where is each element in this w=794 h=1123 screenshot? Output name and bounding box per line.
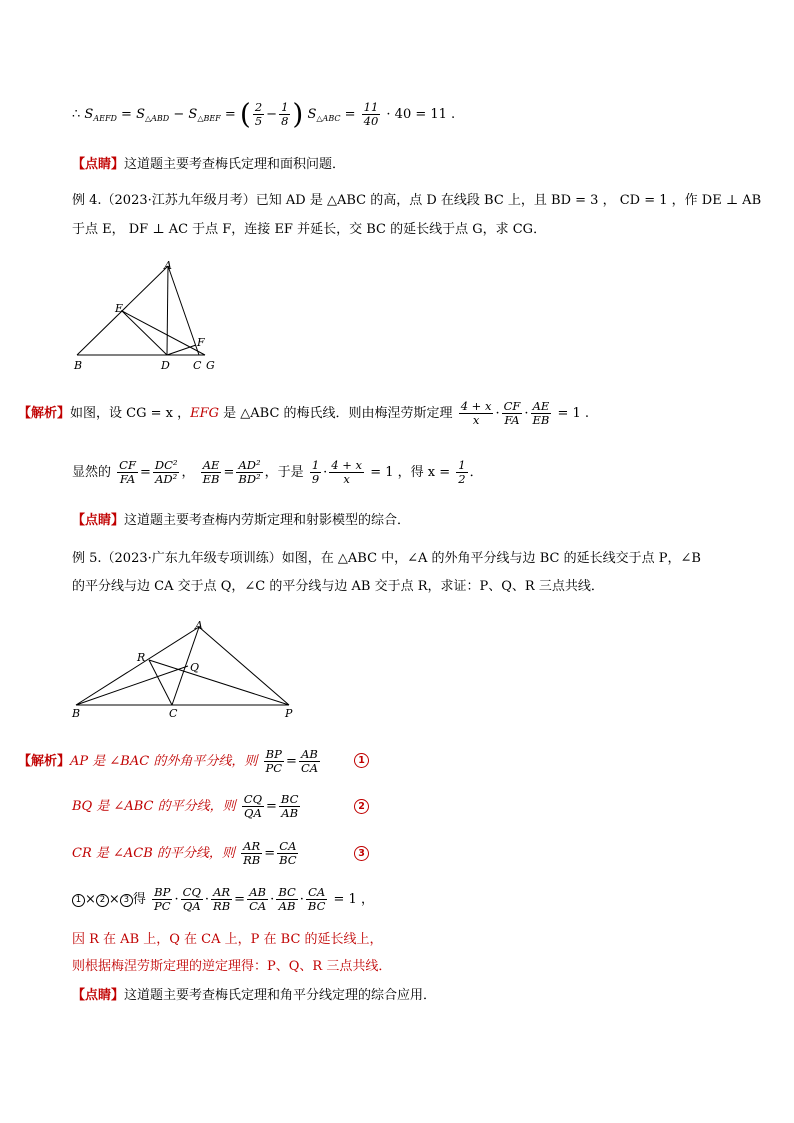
note-tag: 【点睛】: [72, 513, 125, 528]
label-d: D: [161, 359, 170, 372]
note-dianjing-1: [72, 156, 345, 174]
solution-5-line-3: CR 是 ∠ACB 的平分线，则 $\frac{AR}{RB}$ = $\frac{CA}{BC}$: [72, 839, 297, 867]
note-text: 这道题主要考查梅氏定理和角平分线定理的综合应用．: [124, 988, 437, 1003]
example-4-line-2: 于点 E， DF ⊥ AC 于点 F，连接 EF 并延长，交 BC 的延长线于点 G，求 CG．: [72, 222, 547, 237]
label-c: C: [169, 707, 178, 720]
fraction: $\frac{\text{DC²}}{\text{AD²}}$: [154, 458, 178, 486]
fraction: $\frac{CF}{FA}$: [119, 458, 136, 486]
fraction: $\frac{1}{8}$: [281, 100, 289, 128]
solution-5-line-6: 则根据梅涅劳斯定理的逆定理得：P、Q、R 三点共线．: [72, 959, 392, 974]
label-p: P: [285, 707, 293, 720]
solution-5-line-1: 【解析】AP 是 ∠BAC 的外角平分线，则 $\frac{BP}{PC}$ = $\frac{AB}{CA}$: [18, 747, 319, 775]
fraction: $\frac{4 + x}{x}$: [460, 399, 492, 427]
note-text: 这道题主要考查梅内劳斯定理和射影模型的综合．: [124, 513, 411, 528]
label-q: Q: [190, 661, 200, 674]
fraction: $\frac{CF}{FA}$: [503, 399, 521, 427]
label-a: A: [195, 619, 203, 632]
top-formula: ∴ $S_{AEFD} = S_{\triangle ABD} - S_{\triangle BEF}$ = ( $\frac{2}{5}$ − $\frac{1}{8}$ ) $S_{\triangle ABC}$ = $\frac{11}{40}$ · 40 = 11 .: [72, 97, 456, 131]
fraction: $\frac{BC}{AB}$: [278, 885, 296, 913]
solution-5-line-4: 1 × 2 × 3 得 $\frac{BP}{PC}$ · $\frac{CQ}{QA}$ · $\frac{AR}{RB}$ = $\frac{AB}{CA}$ · $\frac{BC}{AB}$ · $\frac{CA}{BC}$ = 1 ，: [72, 882, 374, 918]
figure-triangle-1: [65, 256, 245, 381]
label-b: B: [74, 359, 83, 372]
fraction: $\frac{CA}{BC}$: [279, 839, 297, 867]
example-5-line-1: 例 5.（2023·广东九年级专项训练）如图，在 △ABC 中，∠A 的外角平分线与边 BC 的延长线交于点 P，∠B: [72, 551, 701, 566]
fraction: $\frac{2}{5}$: [254, 100, 263, 128]
solution-tag: 【解析】: [18, 406, 71, 421]
fraction: $\frac{AR}{RB}$: [243, 839, 261, 867]
fraction: $\frac{CQ}{QA}$: [182, 885, 201, 913]
note-dianjing-2: [72, 512, 410, 530]
fraction: $\frac{AE}{EB}$: [532, 399, 550, 427]
circled-number-1: 1: [354, 753, 369, 768]
circled-number: 2: [96, 894, 109, 907]
solution-4-line-1: 【解析】如图，设 CG = x ，EFG 是 △ABC 的梅氏线．则由梅涅劳斯定理 $\frac{4 + x}{x}$ · $\frac{CF}{FA}$ · $\frac{AE}{EB}$ = 1 .: [18, 399, 590, 427]
note-text: 这道题主要考查梅氏定理和面积问题．: [124, 157, 346, 172]
example-4-line-1: 例 4.（2023·江苏九年级月考）已知 AD 是 △ABC 的高，点 D 在线段 BC 上，且 BD = 3 ， CD = 1 ，作 DE ⊥ AB: [72, 193, 762, 208]
fraction: $\frac{CA}{BC}$: [307, 885, 326, 913]
fraction: $\frac{BC}{AB}$: [280, 792, 299, 820]
note-tag: 【点睛】: [72, 988, 125, 1003]
solution-4-line-2: 显然的 $\frac{CF}{FA}$ = $\frac{\text{DC²}}{\text{AD²}}$ ， $\frac{AE}{EB}$ = $\frac{\text{AD²}}{\text{BD²}}$ ，于是 $\frac{1}{9}$ · $\frac{4 + x}{x}$ = 1 ，得 x = $\frac{1}{2}$ ．: [72, 458, 483, 486]
fraction: $\frac{11}{40}$: [363, 100, 379, 128]
fraction: $\frac{BP}{PC}$: [153, 885, 171, 913]
fraction: $\frac{1}{2}$: [458, 458, 466, 486]
circled-number-3: 3: [354, 846, 369, 861]
label-r: R: [137, 651, 146, 664]
solution-5-line-5: 因 R 在 AB 上，Q 在 CA 上，P 在 BC 的延长线上，: [72, 932, 383, 947]
note-tag: 【点睛】: [72, 157, 125, 172]
fraction: $\frac{AE}{EB}$: [202, 458, 220, 486]
fraction: $\frac{BP}{PC}$: [265, 747, 283, 775]
fraction: $\frac{\text{AD²}}{\text{BD²}}$: [238, 458, 261, 486]
fraction: $\frac{AB}{CA}$: [300, 747, 319, 775]
fraction: $\frac{AB}{CA}$: [249, 885, 267, 913]
fraction: $\frac{AR}{RB}$: [213, 885, 231, 913]
example-5-line-2: 的平分线与边 CA 交于点 Q，∠C 的平分线与边 AB 交于点 R，求证：P、Q、R 三点共线．: [72, 579, 604, 594]
solution-tag: 【解析】: [18, 754, 71, 769]
fraction: $\frac{1}{9}$: [311, 458, 320, 486]
label-g: G: [206, 359, 215, 372]
label-e: E: [115, 302, 124, 315]
label-b: B: [72, 707, 81, 720]
note-dianjing-3: [72, 987, 436, 1005]
circled-number: 3: [120, 894, 133, 907]
solution-5-line-2: BQ 是 ∠ABC 的平分线，则 $\frac{CQ}{QA}$ = $\frac{BC}{AB}$: [72, 792, 299, 820]
label-f: F: [197, 336, 205, 349]
circled-number-2: 2: [354, 799, 369, 814]
fraction: $\frac{CQ}{QA}$: [243, 792, 263, 820]
figure-triangle-2: [66, 612, 306, 722]
label-a: A: [164, 259, 172, 272]
circled-number: 1: [72, 894, 85, 907]
fraction: $\frac{4 + x}{x}$: [331, 458, 363, 486]
label-c: C: [193, 359, 202, 372]
